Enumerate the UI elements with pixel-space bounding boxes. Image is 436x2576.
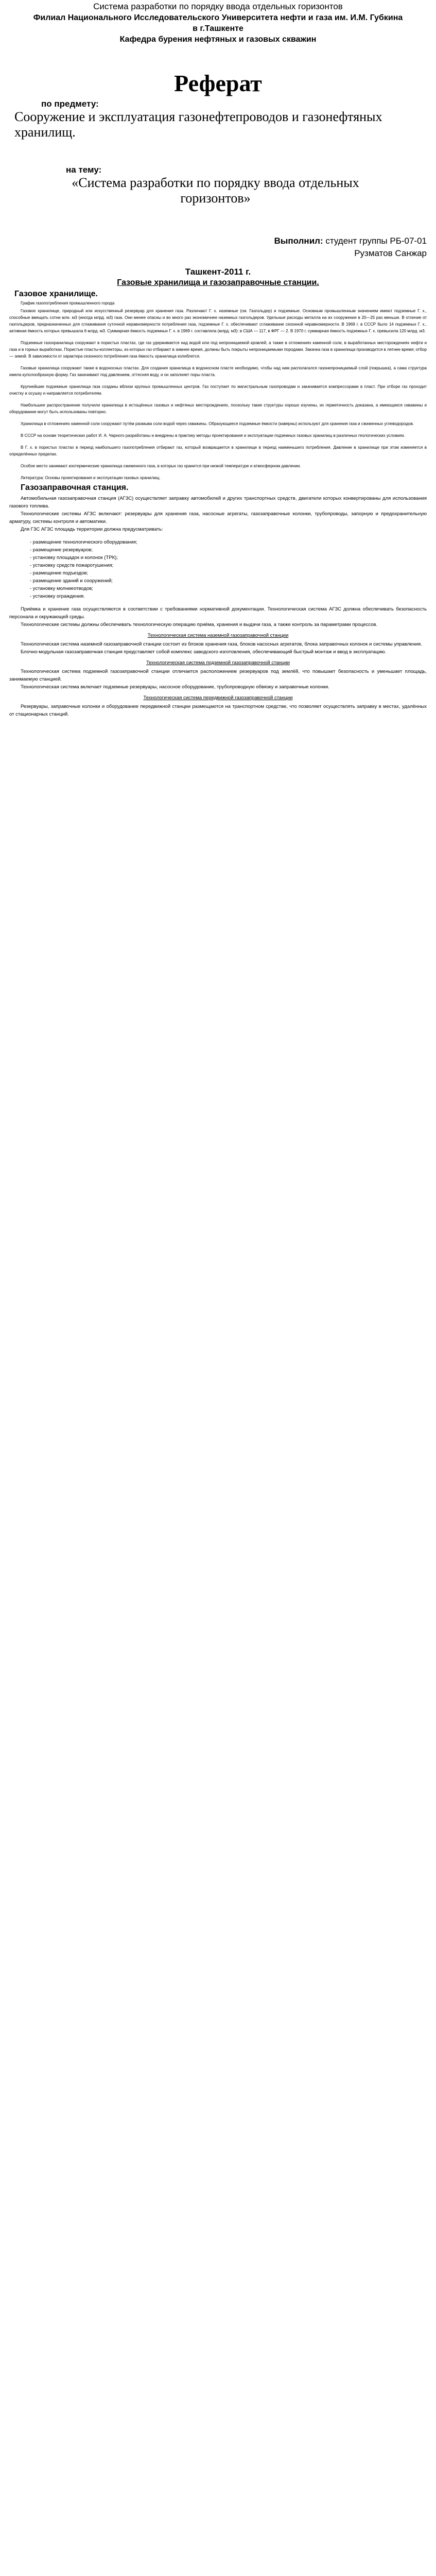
list-item: - установку площадок и колонок (ТРК); <box>30 555 118 561</box>
paragraph: Автомобильная газозаправочная станция (АГЗС) осуществляет заправку автомобилей и других транспортных средств, двигатели которых конвертированы для использования газового топлива. <box>9 496 427 509</box>
document-type: Реферат <box>174 70 262 96</box>
paragraph: Технологическая система включает подземные резервуары, насосное оборудование, трубопроводную обвязку и заправочные колонки. <box>21 684 329 690</box>
paragraph: Резервуары, заправочные колонки и оборудование передвижной станции размещаются на транспортном средстве, что позволяет осуществлять заправку в местах, удалённых от стационарных станций. <box>9 704 427 717</box>
list-item: - размещение зданий и сооружений; <box>30 578 113 584</box>
subsection-heading: Технологическая система наземной газозаправочной станции <box>147 633 289 638</box>
branch-city: в г.Ташкенте <box>193 24 243 33</box>
performer-text: студент группы РБ-07-01 <box>325 236 427 246</box>
performer-label: Выполнил: <box>274 236 323 246</box>
paragraph: Технологические системы должны обеспечивать технологическую операцию приёма, хранения и выдачи газа, а также контроль за параметрами процессов. <box>21 622 378 628</box>
paragraph: Крупнейшие подземные хранилища газа созданы вблизи крупных промышленных центров. Газ поступает по магистральным газопроводам и закачивается компрессорами в пласт. При отборе газ проходит очистку и осушку и направляется потребителям. <box>9 384 427 396</box>
paragraph: Технологические системы АГЗС включают: резервуары для хранения газа, насосные агрегаты, газозаправочные колонки, трубопроводы, запорную и предохранительную арматуру, системы контроля и автоматики. <box>9 511 427 524</box>
paragraph: В Г. х. в пористых пластах в период наибольшего газопотребления отбирают газ, который возвращается в хранилище в период наименьшего потребления. Давление в хранилище при этом изменяется в определённых пределах. <box>9 445 427 456</box>
list-item: - установку молниеотводов; <box>30 586 93 591</box>
paragraph: Для ГЗС АГЗС площадь территории должна предусматривать: <box>21 527 163 532</box>
performer-line <box>9 235 427 247</box>
paragraph: Подземные газохранилища сооружают в пористых пластах, где газ удерживается над водой или под непроницаемой кровлей, а также в отложениях каменной соли, в выработанных месторождениях нефти и газа и в горных выработках. Пористые пласты-коллекторы, из которых газ отбирают в зимнее время, должны быть покрыты непроницаемыми породами. Закачка газа в хранилища производится в летнее время; отбор — зимой. В зависимости от характера сезонного потребления газа ёмкость хранилища колеблется. <box>9 341 427 359</box>
author-name: Рузматов Санжар <box>354 248 427 258</box>
paragraph: Технологическая система наземной газозаправочной станции состоит из блоков хранения газа, блоков насосных агрегатов, блока заправочных колонок и системы управления. <box>21 641 422 647</box>
department-name: Кафедра бурения нефтяных и газовых скважин <box>119 35 317 44</box>
list-item: - размещение подъездов; <box>30 570 89 576</box>
figure-caption: График газопотребления промышленного города <box>21 301 115 306</box>
paragraph: Наибольшее распространение получили хранилища в истощённых газовых и нефтяных месторождениях, поскольку такие структуры хорошо изучены, их герметичность доказана, а имеющиеся скважины и оборудование могут быть использованы повторно. <box>9 403 427 414</box>
theme-block <box>66 165 427 206</box>
theme-colon: : <box>98 165 102 175</box>
paragraph: Газовое хранилище, природный или искусственный резервуар для хранения газа. Различают Г. х. наземные (см. Газгольдер) и подземные. Основным промышленным значением имеют подземные Г. х., способные вмещать сотни млн. м3 (иногда млрд. м3) газа. Они менее опасны и во много раз экономичнее наземных газгольдеров. Удельные расходы металла на их сооружение в 20—25 раз меньше. В отличие от газгольдеров, предназначенных для сглаживания суточной неравномерности потребления газа, подземные Г. х. обеспечивают сглаживание сезонной неравномерности. В 1969 г. в СССР было 14 подземных Г. х., активная ёмкость которых превышала 6 млрд. м3. Суммарная ёмкость подземных Г. х. в 1969 г. составляла (млрд. м3): в США — 117, в ФРГ — 2. В 1970 г. суммарная ёмкость подземных Г. х. превысила 120 млрд. м3. <box>9 309 427 333</box>
paragraph: Литература: Основы проектирования и эксплуатации газовых хранилищ. <box>21 476 161 480</box>
subject-label: по предмету: <box>41 99 99 109</box>
list-item: - размещение технологического оборудования; <box>30 539 137 545</box>
document-page <box>0 0 436 734</box>
paragraph: Газовые хранилища сооружают также в водоносных пластах. Для создания хранилища в водоносном пласте необходимо, чтобы над ним располагался газонепроницаемый слой (покрышка), а сама структура имела куполообразную форму. Газ закачивают под давлением, оттесняя воду, и он заполняет поры пласта. <box>9 366 427 377</box>
paragraph: Блочно-модульная газозаправочная станция представляет собой комплекс заводского изготовления, обеспечивающий быстрый монтаж и ввод в эксплуатацию. <box>21 649 387 655</box>
branch-name: Филиал Национального Исследовательского Университета нефти и газа им. И.М. Губкина <box>33 13 403 22</box>
city-year: Ташкент-2011 г. <box>185 267 251 277</box>
top-title: Система разработки по порядку ввода отдельных горизонтов <box>93 2 343 11</box>
section-title: Газовые хранилища и газозаправочные станции. <box>117 278 319 287</box>
subsection-heading: Технологическая система передвижной газозаправочной станции <box>143 695 293 701</box>
paragraph: В СССР на основе теоретических работ И. А. Чарного разработаны и внедрены в практику методы проектирования и эксплуатации подземных газовых хранилищ в различных геологических условиях. <box>21 433 406 438</box>
section2-title: Газозаправочная станция. <box>21 483 129 492</box>
list-item: - установку ограждения. <box>30 594 85 599</box>
paragraph: Технологическая система подземной газозаправочной станции отличается расположением резервуаров под землёй, что повышает безопасность и уменьшает площадь, занимаемую станцией. <box>9 669 427 682</box>
section-subtitle: Газовое хранилище. <box>14 290 98 298</box>
paragraph: Особое место занимают изотермические хранилища сжиженного газа, в которых газ хранится при низкой температуре и атмосферном давлении. <box>21 464 301 468</box>
subject-text: Сооружение и эксплуатация газонефтепроводов и газонефтяных хранилищ. <box>14 109 382 140</box>
list-item: - установку средств пожаротушения; <box>30 563 114 568</box>
list-item: - размещение резервуаров; <box>30 547 93 553</box>
subsection-heading: Технологическая система подземной газозаправочной станции <box>146 660 290 666</box>
theme-label: на тему <box>66 165 99 175</box>
paragraph: Приёмка и хранение газа осуществляются в соответствии с требованиями нормативной документации. Технологическая система АГЗС должна обеспечивать безопасность персонала и окружающей среды. <box>9 606 427 620</box>
theme-text: «Система разработки по порядку ввода отдельных горизонтов» <box>72 175 359 206</box>
paragraph: Хранилища в отложениях каменной соли сооружают путём размыва соли водой через скважины. Образующиеся подземные ёмкости (каверны) используют для хранения газа и сжиженных углеводородов. <box>21 421 414 426</box>
